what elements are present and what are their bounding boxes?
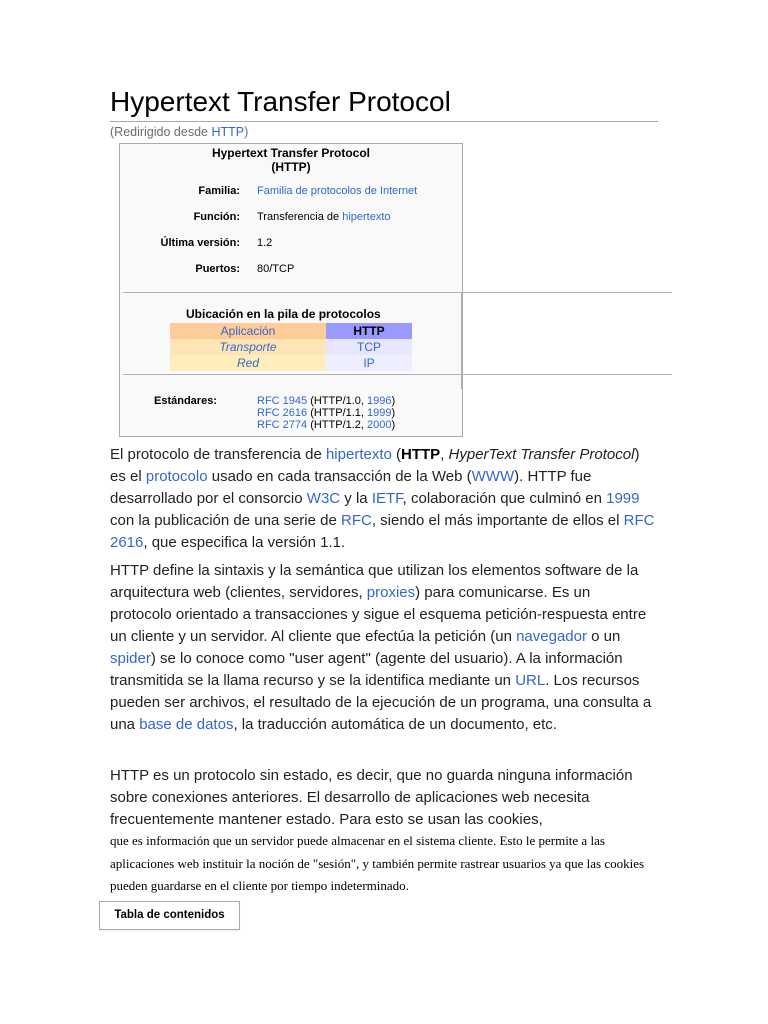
text: , — [440, 446, 449, 463]
stack-layer-link[interactable]: Red — [170, 355, 326, 371]
paragraph-cookies: que es información que un servidor puede almacenar en el sistema cliente. Esto le permite a las aplicaciones web instituir la noción de "sesión", y también permite rastrear usuarios ya que las cookies pueden guardarse en el cliente por tiempo indeterminado. — [110, 833, 645, 893]
standard-text: (HTTP/1.2, — [307, 419, 368, 431]
paragraph-syntax — [110, 560, 655, 736]
infobox-row-version — [120, 237, 462, 253]
standards-list — [257, 395, 395, 431]
italic-term: HyperText Transfer Protocol — [448, 446, 635, 463]
stack-layer-link[interactable]: Aplicación — [170, 323, 326, 339]
infobox-divider — [123, 374, 672, 375]
infobox-label: Función: — [193, 211, 240, 223]
standards-label: Estándares: — [154, 395, 217, 407]
standard-item — [257, 419, 395, 431]
year-link[interactable]: 2000 — [367, 419, 392, 431]
text: con la publicación de una serie de — [110, 512, 341, 529]
infobox-heading-line1: Hypertext Transfer Protocol — [211, 146, 371, 160]
standard-text: ) — [391, 419, 396, 431]
text: , siendo el más importante de ellos el — [371, 512, 624, 529]
text: usado en cada transacción de la Web ( — [207, 468, 472, 485]
text: ). HTTP fue desarrollado por el consorcio — [110, 468, 592, 507]
standard-text: (HTTP/1.0, — [307, 395, 368, 407]
text: El protocolo de transferencia de — [110, 446, 326, 463]
infobox-row-funcion — [120, 211, 462, 227]
stack-layer-link[interactable]: Transporte — [170, 339, 326, 355]
link-1999[interactable]: 1999 — [606, 490, 640, 507]
rfc-link[interactable]: RFC 2616 — [257, 407, 308, 419]
infobox-value-link[interactable]: hipertexto — [342, 211, 391, 223]
link-navegador[interactable]: navegador — [516, 628, 587, 645]
infobox-label: Puertos: — [195, 263, 240, 275]
year-link[interactable]: 1996 — [367, 395, 392, 407]
infobox-heading — [120, 144, 462, 174]
text: ) se lo conoce como "user agent" (agente del usuario). A la información transmitida se la llama recurso y se la identifica mediante un — [110, 650, 623, 689]
link-ietf[interactable]: IETF — [371, 490, 403, 507]
infobox-row-familia — [120, 185, 462, 201]
stack-protocol-link[interactable]: IP — [326, 355, 412, 371]
stack-protocol-link[interactable]: TCP — [326, 339, 412, 355]
infobox-vertical-divider — [461, 292, 462, 389]
stack-protocol: HTTP — [326, 323, 412, 339]
link-url[interactable]: URL — [515, 672, 546, 689]
toc-button[interactable]: Tabla de contenidos — [99, 901, 240, 930]
infobox-row-puertos — [120, 263, 462, 279]
redirect-suffix: ) — [244, 125, 249, 139]
text: HTTP define la sintaxis y la semántica que utilizan los elementos software de la arquitectura web (clientes, servidores, — [110, 562, 639, 601]
text: ) para comunicarse. Es un protocolo orientado a transacciones y sigue el esquema petición-respuesta entre un cliente y un servidor. Al cliente que efectúa la petición (un — [110, 584, 647, 645]
infobox-value-text: Transferencia de — [257, 211, 343, 223]
link-rfc-2616[interactable]: RFC 2616 — [110, 512, 655, 551]
link-proxies[interactable]: proxies — [366, 584, 416, 601]
infobox-heading-line2: (HTTP) — [271, 160, 311, 174]
year-link[interactable]: 1999 — [367, 407, 392, 419]
link-rfc[interactable]: RFC — [341, 512, 372, 529]
infobox-label: Última versión: — [160, 237, 240, 249]
standard-text: ) — [391, 407, 396, 419]
text: . Los recursos pueden ser archivos, el resultado de la ejecución de un programa, una consulta a una — [110, 672, 652, 733]
standard-item — [257, 407, 395, 419]
text: y la — [340, 490, 372, 507]
infobox-value: 1.2 — [257, 237, 273, 249]
infobox — [119, 143, 463, 437]
redirect-link[interactable]: HTTP — [211, 125, 245, 139]
link-protocolo[interactable]: protocolo — [145, 468, 208, 485]
standard-text: ) — [391, 395, 396, 407]
redirect-note — [110, 125, 248, 139]
rfc-link[interactable]: RFC 1945 — [257, 395, 308, 407]
stack-title: Ubicación en la pila de protocolos — [186, 307, 381, 321]
infobox-value: 80/TCP — [257, 263, 295, 275]
text: , que especifica la versión 1.1. — [143, 534, 346, 551]
rfc-link[interactable]: RFC 2774 — [257, 419, 308, 431]
text: ) es el — [110, 446, 640, 485]
infobox-value-link[interactable]: Familia de protocolos de Internet — [257, 185, 418, 197]
link-w3c[interactable]: W3C — [306, 490, 341, 507]
infobox-value — [257, 211, 391, 223]
link-hipertexto[interactable]: hipertexto — [325, 446, 392, 463]
redirect-prefix: (Redirigido desde — [110, 125, 212, 139]
infobox-divider — [123, 292, 672, 293]
link-spider[interactable]: spider — [110, 650, 151, 667]
text: , la traducción automática de un documento, etc. — [233, 716, 557, 733]
bold-term: HTTP — [401, 446, 441, 463]
link-base-de-datos[interactable]: base de datos — [139, 716, 234, 733]
link-www[interactable]: WWW — [471, 468, 515, 485]
text: ( — [391, 446, 402, 463]
standard-item — [257, 395, 395, 407]
paragraph-stateless: HTTP es un protocolo sin estado, es decir, que no guarda ninguna información sobre conexiones anteriores. El desarrollo de aplicaciones web necesita frecuentemente mantener estado. Para esto se usan las cookies, — [110, 767, 633, 828]
paragraph-intro — [110, 444, 655, 554]
standard-text: (HTTP/1.1, — [307, 407, 368, 419]
page-title: Hypertext Transfer Protocol — [110, 84, 658, 122]
text: o un — [587, 628, 621, 645]
text: , colaboración que culminó en — [402, 490, 607, 507]
infobox-label: Familia: — [198, 185, 240, 197]
